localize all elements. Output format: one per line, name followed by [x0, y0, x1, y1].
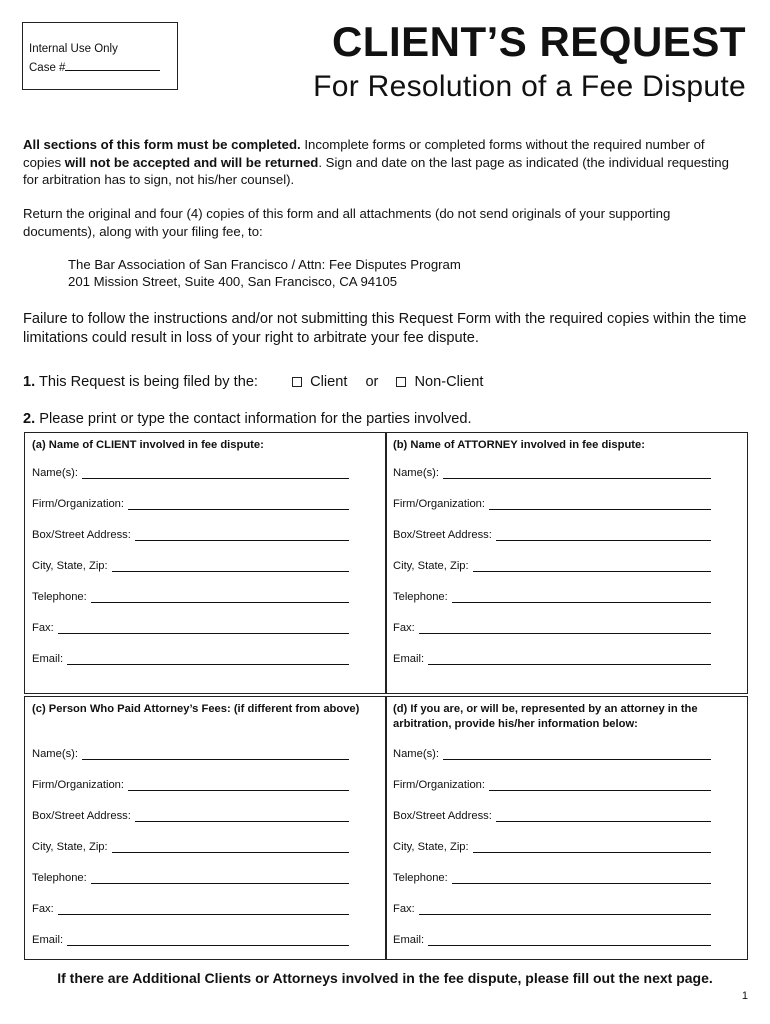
payer-fax-field[interactable]	[32, 903, 349, 915]
counsel-firm-field[interactable]	[393, 779, 711, 791]
attorney-city-field[interactable]	[393, 560, 711, 572]
counsel-city-field[interactable]	[393, 841, 711, 853]
input-line[interactable]	[428, 654, 711, 665]
option-client-label: Client	[310, 374, 348, 390]
panel-client	[24, 432, 387, 694]
panel-attorney	[385, 432, 748, 694]
field-label: Fax:	[32, 903, 54, 915]
field-label: Firm/Organization:	[32, 498, 125, 510]
input-line[interactable]	[496, 811, 711, 822]
payer-firm-field[interactable]	[32, 779, 349, 791]
mailing-address-line-1: The Bar Association of San Francisco / Attn: Fee Disputes Program	[68, 257, 461, 272]
panel-client-heading: (a) Name of CLIENT involved in fee dispute:	[32, 439, 264, 451]
field-label: Box/Street Address:	[393, 529, 492, 541]
input-line[interactable]	[452, 873, 711, 884]
option-non-client[interactable]	[396, 374, 483, 390]
instructions-bold-2: will not be accepted and will be returned	[64, 154, 319, 170]
input-line[interactable]	[82, 468, 349, 479]
field-label: Box/Street Address:	[32, 810, 131, 822]
client-email-field[interactable]	[32, 653, 349, 665]
attorney-email-field[interactable]	[393, 653, 711, 665]
field-label: Name(s):	[393, 467, 439, 479]
input-line[interactable]	[58, 623, 349, 634]
input-line[interactable]	[91, 873, 349, 884]
payer-city-field[interactable]	[32, 841, 349, 853]
client-fax-field[interactable]	[32, 622, 349, 634]
client-firm-field[interactable]	[32, 498, 349, 510]
instructions-paragraph-2: Return the original and four (4) copies of this form and all attachments (do not send originals of your supporting documents), along with your filing fee, to:	[23, 206, 671, 239]
input-line[interactable]	[443, 468, 711, 479]
field-label: Email:	[393, 934, 425, 946]
input-line[interactable]	[135, 530, 349, 541]
form-subtitle: For Resolution of a Fee Dispute	[313, 70, 746, 103]
input-line[interactable]	[473, 561, 711, 572]
counsel-address-field[interactable]	[393, 810, 711, 822]
counsel-fax-field[interactable]	[393, 903, 711, 915]
field-label: Name(s):	[32, 467, 78, 479]
field-label: Email:	[32, 653, 64, 665]
panel-fee-payer	[24, 696, 387, 960]
question-1-number: 1.	[23, 374, 36, 390]
warning-paragraph: Failure to follow the instructions and/or not submitting this Request Form with the required copies within the time limitations could result in loss of your right to arbitrate your fee dispute.	[23, 311, 747, 346]
payer-telephone-field[interactable]	[32, 872, 349, 884]
field-label: Telephone:	[393, 872, 448, 884]
input-line[interactable]	[128, 780, 349, 791]
page-number: 1	[741, 990, 748, 1002]
field-label: City, State, Zip:	[32, 560, 108, 572]
input-line[interactable]	[452, 592, 711, 603]
attorney-address-field[interactable]	[393, 529, 711, 541]
instructions-bold-1: All sections of this form must be completed.	[23, 137, 301, 152]
payer-email-field[interactable]	[32, 934, 349, 946]
attorney-name-field[interactable]	[393, 467, 711, 479]
attorney-telephone-field[interactable]	[393, 591, 711, 603]
question-1-text: This Request is being filed by the:	[35, 374, 258, 390]
attorney-firm-field[interactable]	[393, 498, 711, 510]
field-label: City, State, Zip:	[32, 841, 108, 853]
parties-contact-grid	[24, 432, 748, 960]
input-line[interactable]	[443, 749, 711, 760]
input-line[interactable]	[112, 561, 349, 572]
field-label: City, State, Zip:	[393, 560, 469, 572]
client-checkbox[interactable]	[292, 377, 302, 387]
field-label: Fax:	[393, 903, 415, 915]
field-label: Fax:	[393, 622, 415, 634]
instructions-paragraph-1	[23, 136, 743, 189]
field-label: Name(s):	[32, 748, 78, 760]
internal-use-label: Internal Use Only	[29, 43, 118, 55]
input-line[interactable]	[67, 654, 349, 665]
input-line[interactable]	[489, 499, 711, 510]
form-title: CLIENT’S REQUEST	[331, 18, 746, 65]
counsel-name-field[interactable]	[393, 748, 711, 760]
counsel-email-field[interactable]	[393, 934, 711, 946]
input-line[interactable]	[82, 749, 349, 760]
input-line[interactable]	[91, 592, 349, 603]
attorney-fax-field[interactable]	[393, 622, 711, 634]
input-line[interactable]	[112, 842, 349, 853]
client-telephone-field[interactable]	[32, 591, 349, 603]
additional-parties-note: If there are Additional Clients or Attorneys involved in the fee dispute, please fill out the next page.	[57, 970, 713, 986]
panel-client-counsel-heading: (d) If you are, or will be, represented by an attorney in the arbitration, provide his/her information below:	[393, 703, 698, 730]
field-label: Box/Street Address:	[393, 810, 492, 822]
field-label: Email:	[32, 934, 64, 946]
input-line[interactable]	[473, 842, 711, 853]
counsel-telephone-field[interactable]	[393, 872, 711, 884]
client-name-field[interactable]	[32, 467, 349, 479]
internal-use-box	[22, 22, 178, 90]
input-line[interactable]	[428, 935, 711, 946]
field-label: Firm/Organization:	[393, 498, 486, 510]
or-label: or	[365, 374, 379, 390]
field-label: Telephone:	[32, 591, 87, 603]
option-client[interactable]	[292, 374, 347, 390]
input-line[interactable]	[135, 811, 349, 822]
field-label: Firm/Organization:	[32, 779, 125, 791]
instructions-text-1: Incomplete forms or completed forms without the required number of copies	[23, 137, 705, 170]
field-label: City, State, Zip:	[393, 841, 469, 853]
payer-name-field[interactable]	[32, 748, 349, 760]
input-line[interactable]	[489, 780, 711, 791]
panel-client-counsel	[385, 696, 748, 960]
field-label: Name(s):	[393, 748, 439, 760]
client-address-field[interactable]	[32, 529, 349, 541]
instructions-text-2: . Sign and date on the last page as indicated (the individual requesting for arbitration has to sign, not his/her counsel).	[23, 154, 729, 187]
payer-address-field[interactable]	[32, 810, 349, 822]
case-number-line	[65, 60, 160, 71]
mailing-address-line-2: 201 Mission Street, Suite 400, San Francisco, CA 94105	[68, 274, 398, 289]
field-label: Firm/Organization:	[393, 779, 486, 791]
field-label: Telephone:	[393, 591, 448, 603]
input-line[interactable]	[67, 935, 349, 946]
field-label: Telephone:	[32, 872, 87, 884]
case-number-label: Case #	[29, 62, 66, 74]
panel-attorney-heading: (b) Name of ATTORNEY involved in fee dispute:	[393, 439, 645, 451]
client-city-field[interactable]	[32, 560, 349, 572]
question-2-text: Please print or type the contact information for the parties involved.	[35, 411, 472, 427]
input-line[interactable]	[496, 530, 711, 541]
input-line[interactable]	[419, 904, 711, 915]
panel-fee-payer-heading: (c) Person Who Paid Attorney’s Fees: (if different from above)	[32, 703, 360, 715]
option-non-client-label: Non-Client	[414, 374, 484, 390]
input-line[interactable]	[128, 499, 349, 510]
case-number-field[interactable]	[29, 60, 160, 74]
question-2	[23, 411, 472, 427]
input-line[interactable]	[58, 904, 349, 915]
field-label: Email:	[393, 653, 425, 665]
question-1	[23, 374, 483, 390]
field-label: Box/Street Address:	[32, 529, 131, 541]
field-label: Fax:	[32, 622, 54, 634]
input-line[interactable]	[419, 623, 711, 634]
non-client-checkbox[interactable]	[396, 377, 406, 387]
question-2-number: 2.	[23, 411, 36, 427]
